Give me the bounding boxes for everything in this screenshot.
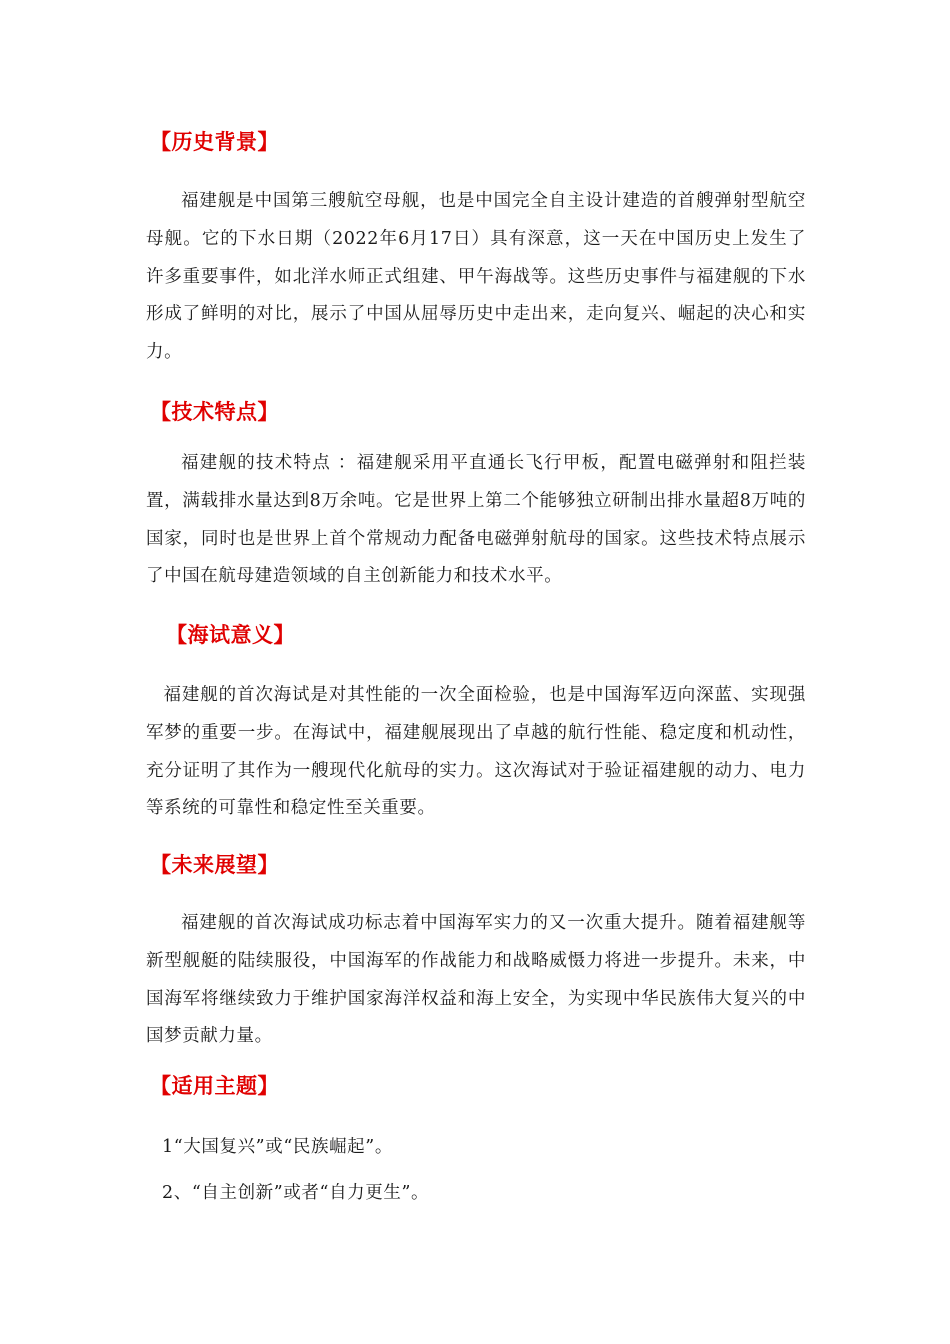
paragraph-history: 福建舰是中国第三艘航空母舰，也是中国完全自主设计建造的首艘弹射型航空母舰。它的下水日期（2022年6月17日）具有深意，这一天在中国历史上发生了许多重要事件，如北洋水师正式组建、甲午海战等。这些历史事件与福建舰的下水形成了鲜明的对比，展示了中国从屈辱历史中走出来，走向复兴、崛起的决心和实力。 — [146, 191, 806, 363]
paragraph-tech: 福建舰的技术特点 ：福建舰采用平直通长飞行甲板，配置电磁弹射和阻拦装置，满载排水量达到8万余吨。它是世界上第二个能够独立研制出排水量超8万吨的国家，同时也是世界上首个常规动力配备电磁弹射航母的国家。这些技术特点展示了中国在航母建造领域的自主创新能力和技术水平。 — [146, 453, 806, 587]
theme-item-1: 1“大国复兴”或“民族崛起”。 — [162, 1137, 393, 1157]
theme-item-2: 2、“自主创新”或者“自力更生”。 — [162, 1183, 430, 1203]
heading-future: 【未来展望】 — [150, 853, 279, 877]
heading-themes: 【适用主题】 — [150, 1074, 279, 1098]
paragraph-sea-trial: 福建舰的首次海试是对其性能的一次全面检验，也是中国海军迈向深蓝、实现强军梦的重要一步。在海试中，福建舰展现出了卓越的航行性能、稳定度和机动性，充分证明了其作为一艘现代化航母的实力。这次海试对于验证福建舰的动力、电力等系统的可靠性和稳定性至关重要。 — [146, 685, 806, 819]
paragraph-future: 福建舰的首次海试成功标志着中国海军实力的又一次重大提升。随着福建舰等新型舰艇的陆续服役，中国海军的作战能力和战略威慑力将进一步提升。未来，中国海军将继续致力于维护国家海洋权益和海上安全，为实现中华民族伟大复兴的中国梦贡献力量。 — [146, 913, 806, 1047]
heading-history: 【历史背景】 — [150, 130, 279, 154]
heading-tech: 【技术特点】 — [150, 400, 279, 424]
heading-sea-trial: 【海试意义】 — [166, 623, 295, 647]
